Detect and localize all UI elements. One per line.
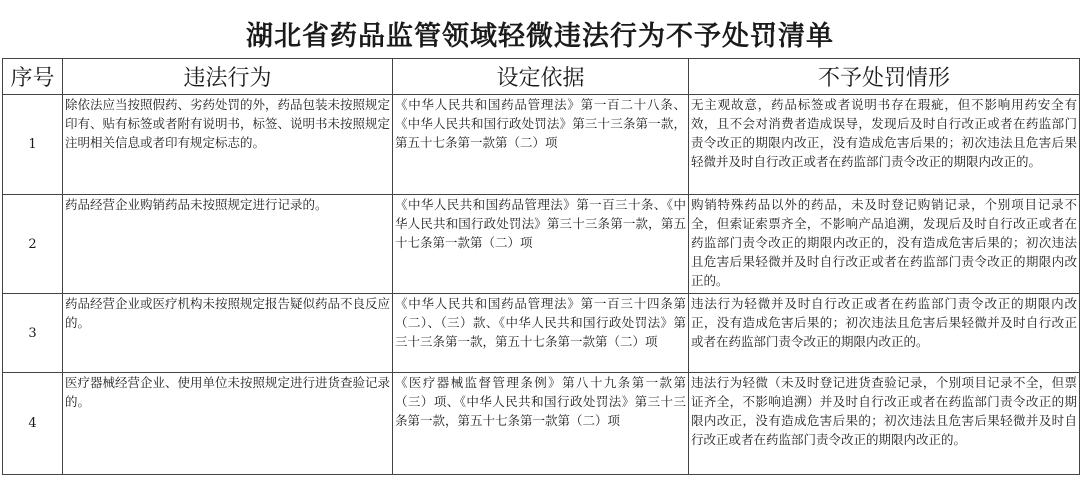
violation-behavior-cell: 除依法应当按照假药、劣药处罚的外，药品包装未按照规定印有、贴有标签或者附有说明书，标签、说明书未按照规定注明相关信息或者印有规定标志的。 xyxy=(63,95,393,195)
table-row xyxy=(3,373,1080,475)
table-row xyxy=(3,95,1080,195)
row-number: 1 xyxy=(3,95,63,195)
column-header-exemption: 不予处罚情形 xyxy=(689,59,1080,95)
table-row xyxy=(3,195,1080,294)
legal-basis-cell: 《中华人民共和国药品管理法》第一百二十八条、《中华人民共和国行政处罚法》第三十三条第一款，第五十七条第一款第（二）项 xyxy=(393,95,689,195)
table-header-row xyxy=(3,59,1080,95)
violation-behavior-cell: 药品经营企业购销药品未按照规定进行记录的。 xyxy=(63,195,393,294)
page-title: 湖北省药品监管领域轻微违法行为不予处罚清单 xyxy=(246,21,834,52)
exemption-circumstances-cell: 购销特殊药品以外的药品，未及时登记购销记录，个别项目记录不全，但索证索票齐全，不影响产品追溯，发现后及时自行改正或者在药监部门责令改正的期限内改正的，没有造成危害后果的；初次违法且危害后果轻微并及时自行改正或者在药监部门责令改正的期限内改正的。 xyxy=(689,195,1080,294)
table-row xyxy=(3,294,1080,373)
legal-basis-cell: 《医疗器械监督管理条例》第八十九条第一款第（三）项、《中华人民共和国行政处罚法》第三十三条第一款，第五十七条第一款第（二）项 xyxy=(393,373,689,475)
exemption-circumstances-cell: 无主观故意，药品标签或者说明书存在瑕疵，但不影响用药安全有效，且不会对消费者造成误导，发现后及时自行改正或者在药监部门责令改正的期限内改正，没有造成危害后果的；初次违法且危害后果轻微并及时自行改正或者在药监部门责令改正的期限内改正的。 xyxy=(689,95,1080,195)
column-header-number: 序号 xyxy=(3,59,63,95)
exemption-circumstances-cell: 违法行为轻微并及时自行改正或者在药监部门责令改正的期限内改正，没有造成危害后果的；初次违法且危害后果轻微并及时自行改正或者在药监部门责令改正的期限内改正的。 xyxy=(689,294,1080,373)
violation-behavior-cell: 药品经营企业或医疗机构未按照规定报告疑似药品不良反应的。 xyxy=(63,294,393,373)
violation-behavior-cell: 医疗器械经营企业、使用单位未按照规定进行进货查验记录的。 xyxy=(63,373,393,475)
row-number: 2 xyxy=(3,195,63,294)
penalty-exemption-table xyxy=(2,58,1080,475)
exemption-circumstances-cell: 违法行为轻微（未及时登记进货查验记录，个别项目记录不全，但票证齐全，不影响追溯）并及时自行改正或者在药监部门责令改正的期限内改正，没有造成危害后果的；初次违法且危害后果轻微并及时自行改正或者在药监部门责令改正的期限内改正的。 xyxy=(689,373,1080,475)
column-header-behavior: 违法行为 xyxy=(63,59,393,95)
column-header-basis: 设定依据 xyxy=(393,59,689,95)
legal-basis-cell: 《中华人民共和国药品管理法》第一百三十四条第（二）、（三）款、《中华人民共和国行政处罚法》第三十三条第一款，第五十七条第一款第（二）项 xyxy=(393,294,689,373)
row-number: 4 xyxy=(3,373,63,475)
legal-basis-cell: 《中华人民共和国药品管理法》第一百三十条、《中华人民共和国行政处罚法》第三十三条第一款，第五十七条第一款第（二）项 xyxy=(393,195,689,294)
row-number: 3 xyxy=(3,294,63,373)
